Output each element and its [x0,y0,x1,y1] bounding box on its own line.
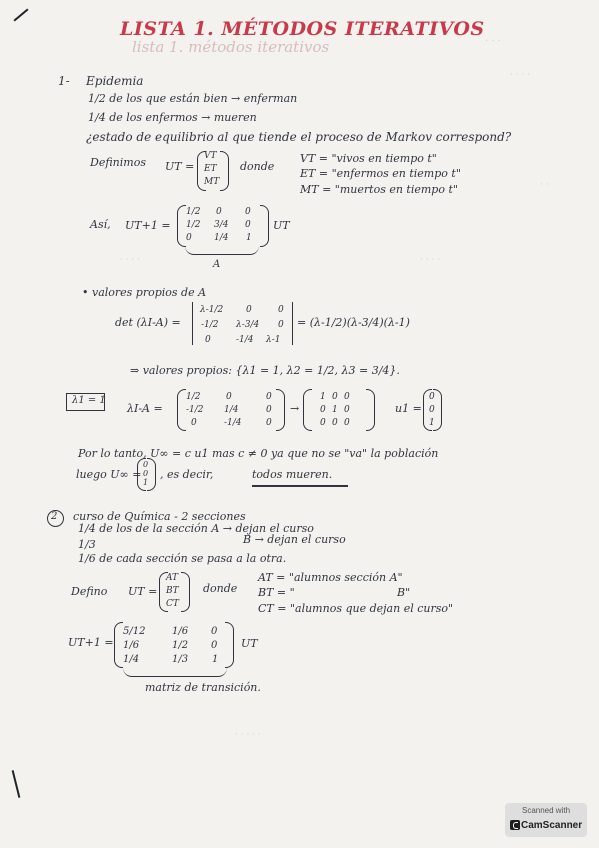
problem2-heading: curso de Química - 2 secciones [73,510,246,523]
matrix-t-left-paren [114,622,123,668]
reduced-right-paren [366,389,375,431]
matrix-a-cell: 0 [186,233,192,243]
conclusion-underlined: todos mueren. [252,468,333,481]
reduced-cell: 0 [344,392,350,402]
problem2-def2b: B" [397,586,411,599]
problem2-def3: CT = "alumnos que dejan el curso" [258,602,454,615]
camscanner-badge [505,803,587,837]
uinf-right-paren [147,458,156,491]
reduced-cell: 0 [344,418,350,428]
det-cell: -1/2 [201,320,219,330]
matrix-t-cell: 1/6 [172,626,189,637]
matrix-a-cell: 1 [246,233,252,243]
lia-label: λI-A = [127,402,163,415]
det-cell: 0 [205,335,211,345]
problem1-def1: VT = "vivos en tiempo t" [300,152,437,165]
matrix-t-cell: 1 [212,654,219,665]
matrix-a-cell: 0 [216,207,222,217]
lia-cell: 1/2 [186,392,201,402]
matrix-a-cell: 3/4 [214,220,229,230]
eigen-heading: • valores propios de A [82,286,207,299]
det-result: = (λ-1/2)(λ-3/4)(λ-1) [297,316,410,329]
problem1-define-label: Definimos [90,156,146,169]
problem2-ut: UT [241,637,258,650]
det-cell: 0 [278,305,284,315]
camscanner-small-text: Scanned with [521,806,571,815]
reduced-cell: 1 [320,392,326,402]
problem1-heading: Epidemia [86,74,144,88]
reduced-cell: 0 [332,418,338,428]
matrix-a-right-paren [260,205,269,247]
matrix-t-cell: 0 [211,626,218,637]
lia-cell: 1/4 [224,405,239,415]
top-margin-mark [13,8,28,21]
problem1-line1: 1/2 de los que están bien → enferman [88,92,298,105]
problem2-line2a: 1/3 [78,538,96,551]
problem2-line3: 1/6 de cada sección se pasa a la otra. [78,552,287,565]
problem1-def3: MT = "muertos en tiempo t" [300,183,458,196]
problem1-vector-0: VT [204,151,217,161]
camscanner-logo-icon [510,820,520,830]
problem1-question: ¿estado de equilibrio al que tiende el proceso de Markov correspond? [86,130,512,144]
problem2-line1: 1/4 de los de la sección A → dejan el curso [78,522,314,535]
problem2-vector-right-paren [181,572,190,612]
reduced-cell: 0 [320,418,326,428]
conclusion1: Por lo tanto, U∞ = c u1 mas c ≠ 0 ya que no se "va" la población [78,447,439,460]
problem2-line2b: B → dejan el curso [243,533,346,546]
lia-cell: -1/4 [224,418,242,428]
lia-right-paren [276,389,285,431]
u1-cell: 0 [429,392,435,402]
conclusion2b: , es decir, [160,468,214,481]
matrix-a-cell: 1/2 [186,207,201,217]
problem2-where: donde [203,582,238,595]
bleed-through-text: · · · · [120,255,141,265]
det-label: det (λI-A) = [115,316,181,329]
reduced-cell: 1 [332,405,338,415]
problem1-number: 1- [58,74,70,88]
problem1-def2: ET = "enfermos en tiempo t" [300,167,461,180]
problem2-ut1: UT+1 = [68,636,114,649]
u1-cell: 1 [429,418,435,428]
left-margin-mark [12,770,21,798]
matrix-a-cell: 1/2 [186,220,201,230]
conclusion2a: luego U∞ = [76,468,142,481]
problem2-define-label: Defino [71,585,108,598]
uinf-cell: 1 [143,478,149,487]
det-cell: λ-1 [266,335,281,345]
reduced-cell: 0 [332,392,338,402]
eigenvalues-result: ⇒ valores propios: {λ1 = 1, λ2 = 1/2, λ3 = 3/4}. [130,364,400,377]
problem1-u-label: UT = [165,160,195,173]
lia-cell: 0 [266,405,272,415]
det-cell: λ-3/4 [236,320,260,330]
problem1-vector-2: MT [204,177,220,187]
bleed-through-text: · · · · [510,70,531,80]
matrix-a-brace [185,246,259,255]
matrix-t-brace-label: matriz de transición. [145,681,261,694]
det-cell: 0 [278,320,284,330]
reduced-left-paren [303,389,312,431]
lia-left-paren [177,389,186,431]
u1-label: u1 = [395,402,422,415]
camscanner-name: CamScanner [521,820,583,831]
det-cell: λ-1/2 [200,305,224,315]
problem1-asi: Así, [90,218,111,231]
matrix-t-cell: 1/6 [123,640,140,651]
bleed-through-text: · · [540,180,549,190]
conclusion-underline [252,485,348,487]
problem2-def1: AT = "alumnos sección A" [258,571,403,584]
lia-cell: 0 [266,392,272,402]
matrix-t-cell: 0 [211,640,218,651]
problem2-vector-2: CT [166,599,179,609]
matrix-t-cell: 5/12 [123,626,146,637]
matrix-a-cell: 0 [245,220,251,230]
problem2-def2a: BT = " [258,586,295,599]
problem2-vector-1: BT [166,586,179,596]
lambda1-boxed: λ1 = 1 [72,395,106,406]
u1-cell: 0 [429,405,435,415]
problem1-ut: UT [273,219,290,232]
matrix-t-cell: 1/2 [172,640,189,651]
reduction-arrow: → [290,402,300,415]
det-cell: 0 [246,305,252,315]
matrix-a-cell: 1/4 [214,233,229,243]
problem2-u-label: UT = [128,585,158,598]
lia-cell: 0 [266,418,272,428]
uinf-cell: 0 [143,460,149,469]
bleed-through-text: · · · · [420,255,441,265]
problem1-ut1: UT+1 = [125,219,171,232]
matrix-a-cell: 0 [245,207,251,217]
uinf-cell: 0 [143,469,149,478]
matrix-t-right-paren [225,622,234,668]
reduced-cell: 0 [320,405,326,415]
problem1-where: donde [240,160,275,173]
matrix-a-brace-label: A [213,259,221,270]
lia-cell: -1/2 [186,405,204,415]
problem2-vector-0: AT [166,573,179,583]
matrix-t-cell: 1/4 [123,654,140,665]
lia-cell: 0 [226,392,232,402]
problem2-number: 2 [51,511,58,522]
title-overwritten: lista 1. métodos iterativos [132,38,330,56]
matrix-t-cell: 1/3 [172,654,189,665]
matrix-a-left-paren [177,205,186,247]
problem1-vector-right-paren [220,151,229,191]
problem1-line2: 1/4 de los enfermos → mueren [88,111,257,124]
bleed-through-text: · · · · · [235,730,261,740]
page-title: LISTA 1. MÉTODOS ITERATIVOS [120,18,485,40]
det-cell: -1/4 [236,335,254,345]
matrix-t-brace [123,668,227,677]
bleed-through-text: · · · [485,36,501,47]
problem1-vector-1: ET [204,164,217,174]
lia-cell: 0 [191,418,197,428]
reduced-cell: 0 [344,405,350,415]
